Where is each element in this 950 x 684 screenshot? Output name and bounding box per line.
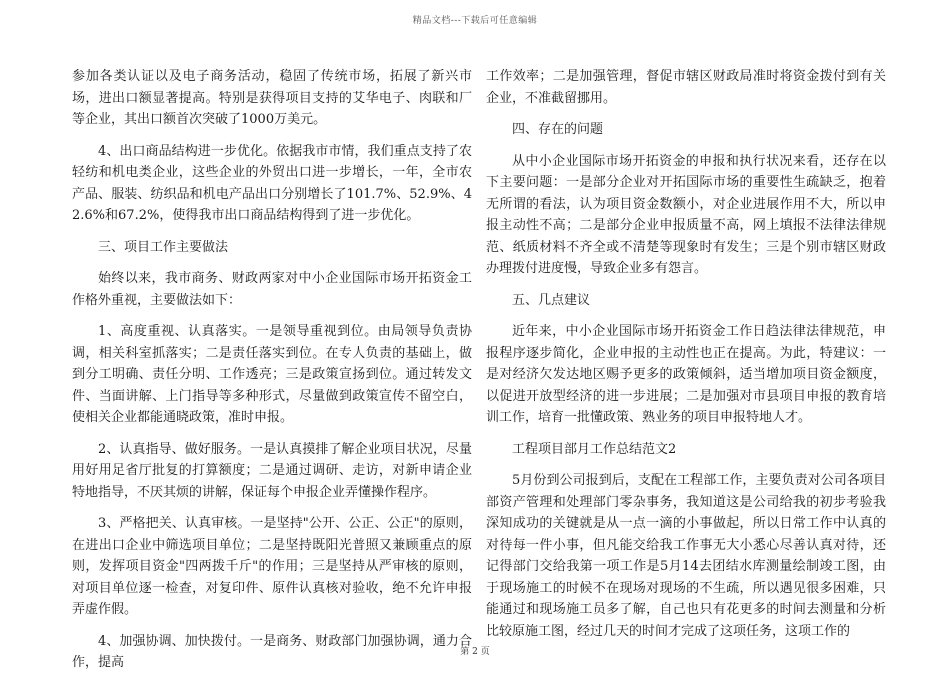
left-column — [72, 66, 472, 684]
left-paragraph-5: 2、认真指导、做好服务。一是认真摸排了解企业项目状况，尽量用好用足省厅批复的打算额度；二是通过调研、走访，对新申请企业特地指导，不厌其烦的讲解，保证每个申报企业弄懂操作程序。 — [72, 441, 472, 500]
right-paragraph-4: 5月份到公司报到后，支配在工程部工作，主要负责对公司各项目部资产管理和处理部门零杂事务，我知道这是公司给我的初步考验我深知成功的关键就是从一点一滴的小事做起，所以日常工作中认真的对待每一件小事，但凡能交给我工作事无大小悉心尽善认真对待，还记得部门交给我第一项工作是5月14去团结水库测量绘制竣工图，由于现场施工的时候不在现场对现场的不生疏，所以遇见很多困难，只能通过和现场施工员多了解，自己也只有花更多的时间去测量和分析比较原施工图，经过几天的时间才完成了这项任务，这项工作的 — [486, 473, 886, 639]
page-header: 精品文档---下载后可任意编辑 — [412, 16, 538, 26]
right-paragraph-2: 从中小企业国际市场开拓资金的申报和执行状况来看，还存在以下主要问题：一是部分企业对开拓国际市场的重要性生疏缺乏，抱着无所谓的看法，认为项目资金数额小，对企业进展作用不大，所以申报主动性不高；二是部分企业申报质量不高，网上填报不法律法律规范、纸质材料不齐全或不清楚等现象时有发生；三是个别市辖区财政办理拨付进度慢，导致企业多有怨言。 — [486, 153, 886, 276]
section-heading-3: 三、项目工作主要做法 — [98, 239, 229, 255]
page-number: 第 2 页 — [460, 647, 490, 657]
left-paragraph-6: 3、严格把关、认真审核。一是坚持"公开、公正、公正"的原则，在进出口企业中筛选项目单位；二是坚持既阳光普照又兼顾重点的原则，发挥项目资金"四两拨千斤"的作用；三是坚持从严审核的原则，对项目单位逐一检查，对复印件、原件认真核对验收，绝不允许申报弄虚作假。 — [72, 516, 472, 617]
section-heading-4: 四、存在的问题 — [512, 122, 604, 137]
left-paragraph-2: 4、出口商品结构进一步优化。依据我市市情，我们重点支持了农轻纺和机电类企业，这些企业的外贸出口进一步增长，一年，全市农产品、服装、纺织品和机电产品出口分别增长了101.7%、52.9%、42.6%和67.2%，使得我市出口商品结构得到了进一步优化。 — [72, 143, 472, 223]
left-paragraph-1: 参加各类认证以及电子商务活动，稳固了传统市场，拓展了新兴市场，进出口额显著提高。特别是获得项目支持的艾华电子、肉联和厂等企业，其出口额首次突破了1000万美元。 — [72, 69, 472, 127]
right-paragraph-1: 工作效率；二是加强管理，督促市辖区财政局准时将资金拨付到有关企业，不准截留挪用。 — [486, 69, 886, 106]
section-heading-5: 五、几点建议 — [512, 292, 591, 308]
left-paragraph-4: 1、高度重视、认真落实。一是领导重视到位。由局领导负责协调，相关科室抓落实；二是责任落实到位。在专人负责的基础上，做到分工明确、责任分明、工作透亮；三是政策宣扬到位。通过转发文件、当面讲解、上门指导等多种形式，尽量做到政策宣传不留空白，使相关企业都能通晓政策，准时申报。 — [72, 324, 472, 425]
right-column — [486, 66, 886, 652]
document-title-2: 工程项目部月工作总结范文2 — [512, 441, 677, 457]
left-paragraph-3: 始终以来，我市商务、财政两家对中小企业国际市场开拓资金工作格外重视，主要做法如下： — [72, 271, 472, 308]
left-paragraph-7: 4、加强协调、加快拨付。一是商务、财政部门加强协调，通力合作，提高 — [72, 633, 472, 670]
right-paragraph-3: 近年来，中小企业国际市场开拓资金工作日趋法律法律规范，申报程序逐步简化，企业申报的主动性也正在提高。为此，特建议：一是对经济欠发达地区赐予更多的政策倾斜，适当增加项目资金额度，以促进开放型经济的进一步进展；二是加强对市县项目申报的教育培训工作，培育一批懂政策、熟业务的项目申报特地人才。 — [486, 324, 886, 425]
